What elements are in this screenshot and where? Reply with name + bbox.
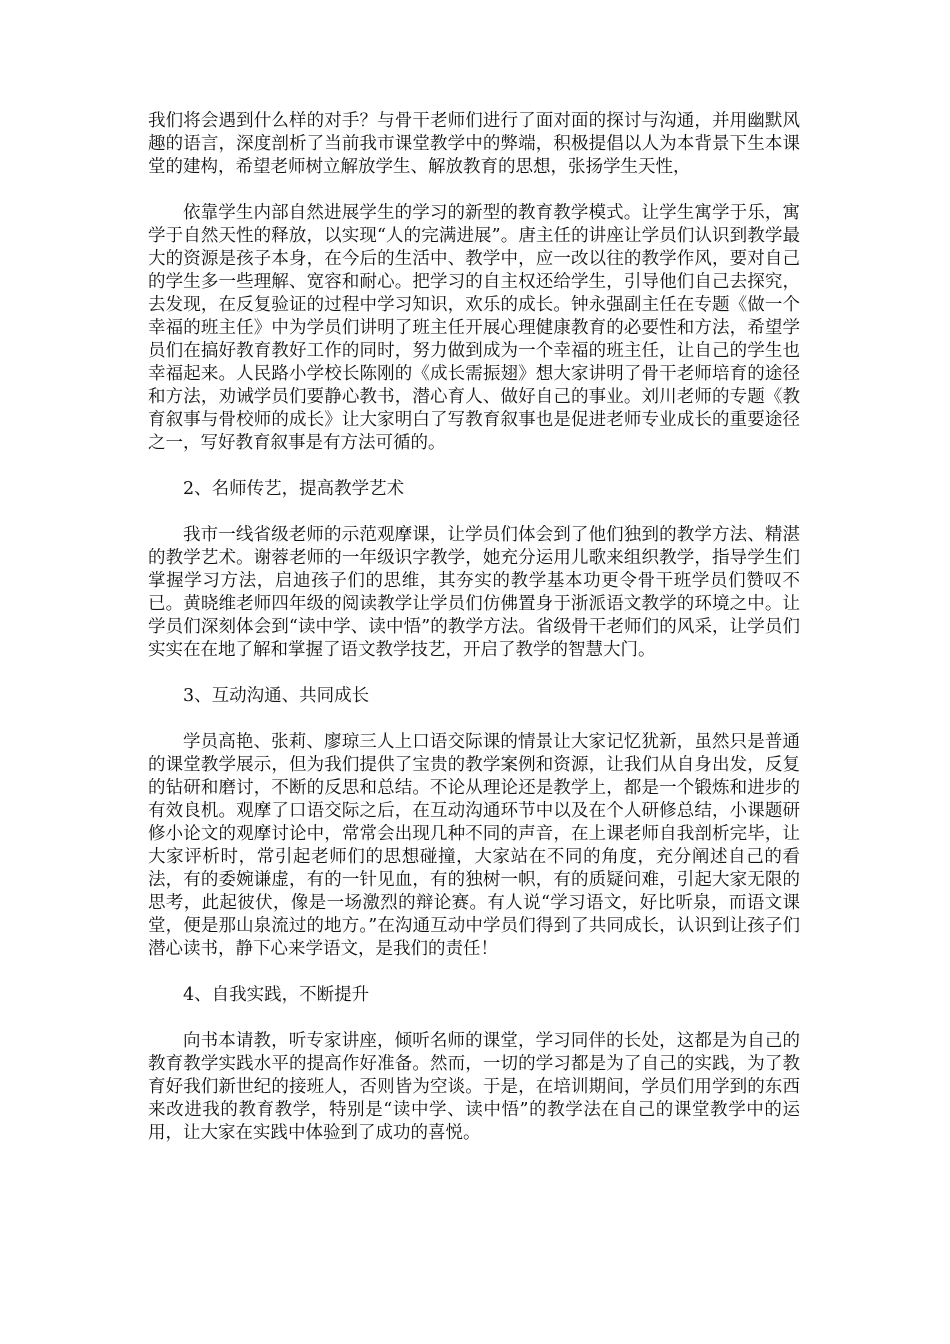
- paragraph-interaction: 学员高艳、张莉、廖琼三人上口语交际课的情景让大家记忆犹新，虽然只是普通的课堂教学展示，但为我们提供了宝贵的教学案例和资源，让我们从自身出发，反复的钻研和磨讨，不断的反思和总结。不论从理论还是教学上，都是一个锻炼和进步的有效良机。观摩了口语交际之后，在互动沟通环节中以及在个人研修总结，小课题研修小论文的观摩讨论中，常常会出现几种不同的声音，在上课老师自我剖析完毕，让大家评析时，常引起老师们的思想碰撞，大家站在不同的角度，充分阐述自己的看法，有的委婉谦虚，有的一针见血，有的独树一帜，有的质疑问难，引起大家无限的思考，此起彼伏，像是一场激烈的辩论赛。有人说“学习语文，好比听泉，而语文课堂，便是那山泉流过的地方。”在沟通互动中学员们得到了共同成长，认识到让孩子们潜心读书，静下心来学语文，是我们的责任！: [148, 732, 800, 959]
- paragraph-demo-lessons: 我市一线省级老师的示范观摩课，让学员们体会到了他们独到的教学方法、精湛的教学艺术。谢蓉老师的一年级识字教学，她充分运用儿歌来组织教学，指导学生们掌握学习方法，启迪孩子们的思维，其夯实的教学基本功更令骨干班学员们赞叹不已。黄晓维老师四年级的阅读教学让学员们仿佛置身于浙派语文教学的环境之中。让学员们深刻体会到“读中学、读中悟”的教学方法。省级骨干老师们的风采，让学员们实实在在地了解和掌握了语文教学技艺，开启了教学的智慧大门。: [148, 525, 800, 660]
- paragraph-intro-continued: 我们将会遇到什么样的对手？与骨干老师们进行了面对面的探讨与沟通，并用幽默风趣的语言，深度剖析了当前我市课堂教学中的弊端，积极提倡以人为本背景下生本课堂的建构，希望老师树立解放学生、解放教育的思想，张扬学生天性，: [148, 111, 800, 177]
- paragraph-self-practice: 向书本请教，听专家讲座，倾听名师的课堂，学习同伴的长处，这都是为自己的教育教学实践水平的提高作好准备。然而，一切的学习都是为了自己的实践，为了教育好我们新世纪的接班人，否则皆为空谈。于是，在培训期间，学员们用学到的东西来改进我的教育教学，特别是“读中学、读中悟”的教学法在自己的课堂教学中的运用，让大家在实践中体验到了成功的喜悦。: [148, 1031, 800, 1143]
- paragraph-student-centered: 依靠学生内部自然进展学生的学习的新型的教育教学模式。让学生寓学于乐，寓学于自然天性的释放，以实现“人的完满进展”。唐主任的讲座让学员们认识到教学最大的资源是孩子本身，在今后的生活中、教学中，应一改以往的教学作风，要对自己的学生多一些理解、宽容和耐心。把学习的自主权还给学生，引导他们自己去探究，去发现，在反复验证的过程中学习知识，欢乐的成长。钟永强副主任在专题《做一个幸福的班主任》中为学员们讲明了班主任开展心理健康教育的必要性和方法，希望学员们在搞好教育教好工作的同时，努力做到成为一个幸福的班主任，让自己的学生也幸福起来。人民路小学校长陈刚的《成长需振翅》想大家讲明了骨干老师培育的途径和方法，劝诫学员们要静心教书，潜心育人、做好自己的事业。刘川老师的专题《教育叙事与骨校师的成长》让大家明白了写教育叙事也是促进老师专业成长的重要途径之一，写好教育叙事是有方法可循的。: [148, 203, 800, 453]
- section-heading-2: 2、名师传艺，提高教学艺术: [183, 479, 405, 499]
- document-page: [148, 110, 800, 1168]
- section-heading-4: 4、自我实践，不断提升: [183, 985, 370, 1005]
- section-heading-3: 3、互动沟通、共同成长: [183, 686, 370, 706]
